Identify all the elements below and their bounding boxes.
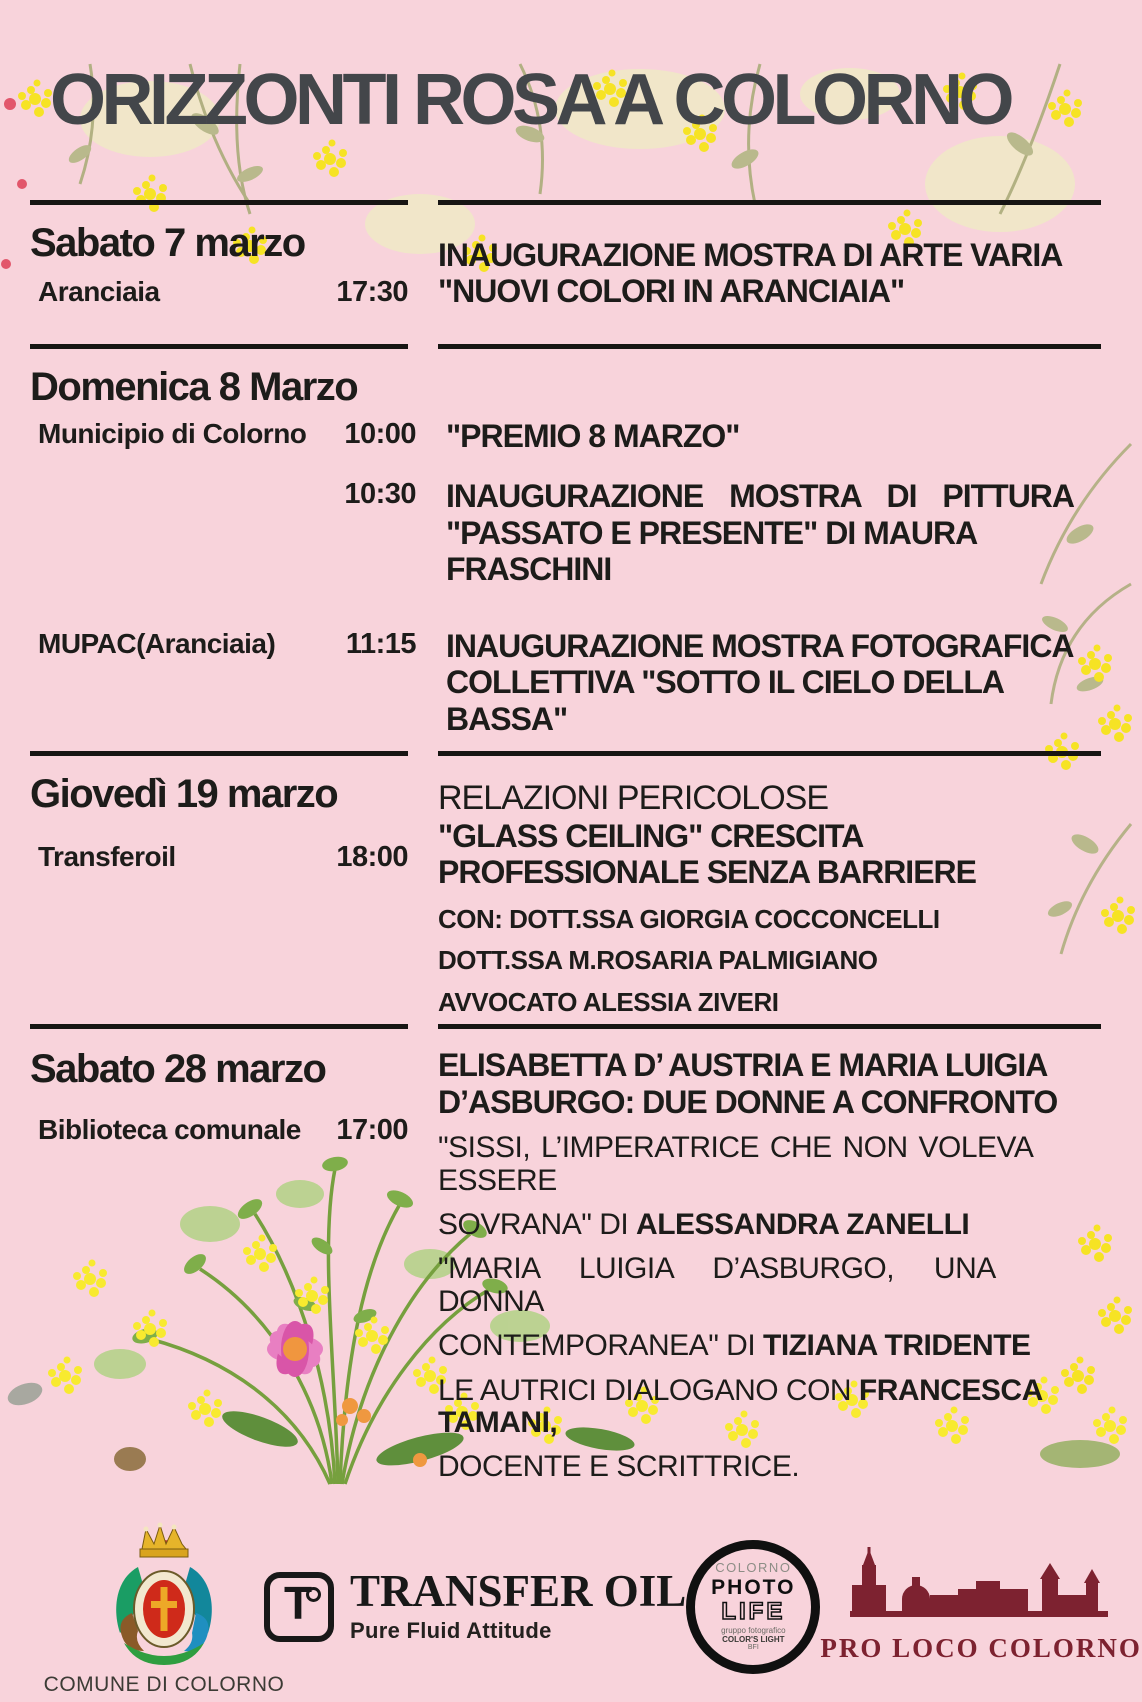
monogram-letter: T <box>284 1576 313 1629</box>
event-venue: Municipio di Colorno <box>38 417 307 449</box>
section-giovedi-19-marzo <box>30 756 1101 1018</box>
event-venue: Transferoil <box>38 841 176 873</box>
venue-time-row <box>30 1114 408 1147</box>
event-description-line: ELISABETTA D’ AUSTRIA E MARIA LUIGIA <box>438 1047 1048 1084</box>
poster-title: ORIZZONTI ROSA A COLORNO <box>50 60 1010 140</box>
book-title-line <box>438 1330 1101 1362</box>
section-sabato-28-marzo <box>30 1029 1101 1483</box>
closing-text: LE AUTRICI DIALOGANO CON <box>438 1373 859 1407</box>
event-venue: Biblioteca comunale <box>38 1114 301 1146</box>
event-venue: Aranciaia <box>38 276 160 307</box>
event-time: 17:30 <box>336 276 408 308</box>
event-time: 17:00 <box>336 1114 408 1147</box>
proloco-name: PRO LOCO COLORNO <box>820 1633 1142 1664</box>
event-pretitle: RELAZIONI PERICOLOSE <box>438 779 828 818</box>
event-time: 11:15 <box>345 627 416 660</box>
event-date: Domenica 8 Marzo <box>30 364 358 409</box>
event-description-line: INAUGURAZIONE MOSTRA FOTOGRAFICA <box>446 627 1074 664</box>
event-date: Sabato 7 marzo <box>30 221 305 265</box>
book-title-line <box>438 1209 1101 1241</box>
event-description-line: INAUGURAZIONE MOSTRA DI ARTE VARIA <box>438 237 1063 273</box>
venue-time-row <box>30 276 408 309</box>
event-row <box>30 418 1101 454</box>
event-date: Sabato 28 marzo <box>30 1047 326 1092</box>
closing-line <box>438 1375 1101 1440</box>
photolife-subtext: gruppo fotografico <box>721 1625 786 1635</box>
book-author: TIZIANA TRIDENTE <box>763 1329 1031 1363</box>
event-time: 18:00 <box>336 841 408 874</box>
event-description-line: "PREMIO 8 MARZO" <box>446 417 740 454</box>
book-author: ALESSANDRA ZANELLI <box>636 1207 970 1241</box>
event-date: Giovedì 19 marzo <box>30 772 338 817</box>
book-title-line: "MARIA LUIGIA D’ASBURGO, UNA DONNA <box>438 1252 995 1318</box>
event-description-line: "GLASS CEILING" CRESCITA <box>438 817 864 854</box>
photolife-colorno-text: COLORNO <box>715 1560 792 1576</box>
comune-di-colorno-logo <box>43 1517 285 1697</box>
colorno-photo-life-logo <box>686 1540 820 1674</box>
event-description-line: D’ASBURGO: DUE DONNE A CONFRONTO <box>438 1083 1058 1120</box>
degree-mark <box>306 1587 321 1602</box>
event-description-line: BASSA" <box>446 700 568 737</box>
closing-line: DOCENTE E SCRITTRICE. <box>438 1450 800 1484</box>
event-venue: MUPAC(Aranciaia) <box>38 627 276 659</box>
event-speaker: DOTT.SSA M.ROSARIA PALMIGIANO <box>438 945 878 976</box>
event-description-line: PROFESSIONALE SENZA BARRIERE <box>438 854 976 891</box>
book-title-continuation: CONTEMPORANEA" DI <box>438 1329 764 1363</box>
event-poster <box>0 60 1142 1696</box>
comune-crest-icon <box>104 1517 224 1667</box>
comune-caption: COMUNE DI COLORNO <box>43 1672 285 1696</box>
event-time: 10:00 <box>344 417 416 450</box>
transfer-oil-monogram-icon <box>264 1572 334 1642</box>
book-title-line: "SISSI, L’IMPERATRICE CHE NON VOLEVA ESSERE <box>438 1131 1032 1197</box>
poster-content <box>0 60 1142 1702</box>
photolife-life-text: LIFE <box>721 1597 786 1625</box>
event-row <box>30 478 1101 587</box>
section-domenica-8-marzo <box>30 349 1101 410</box>
section-sabato-7-marzo <box>30 205 1101 310</box>
photolife-subtext: COLOR'S LIGHT <box>722 1634 785 1644</box>
proloco-skyline-icon <box>846 1549 1116 1627</box>
event-description-line: INAUGURAZIONE MOSTRA DI PITTURA <box>446 478 1075 515</box>
book-title-continuation: SOVRANA" DI <box>438 1207 637 1241</box>
pro-loco-colorno-logo <box>820 1549 1142 1664</box>
event-speaker: CON: DOTT.SSA GIORGIA COCCONCELLI <box>438 903 940 934</box>
event-description-line: COLLETTIVA "SOTTO IL CIELO DELLA <box>446 664 1004 701</box>
transfer-oil-logo <box>264 1566 687 1644</box>
moderator-name: FRANCESCA TAMANI, <box>438 1373 1042 1439</box>
venue-time-row <box>30 841 408 874</box>
event-row <box>30 628 1101 737</box>
photolife-photo-text: PHOTO <box>711 1575 796 1599</box>
transfer-oil-name: TRANSFER OIL <box>350 1566 687 1617</box>
event-description-line: "NUOVI COLORI IN ARANCIAIA" <box>438 273 905 310</box>
photolife-subtext: BFI <box>747 1644 759 1652</box>
event-time: 10:30 <box>344 478 416 511</box>
event-description-line: "PASSATO E PRESENTE" DI MAURA FRASCHINI <box>446 514 976 588</box>
event-speaker: AVVOCATO ALESSIA ZIVERI <box>438 987 779 1018</box>
sponsor-logo-bar <box>43 1512 1142 1702</box>
transfer-oil-tagline: Pure Fluid Attitude <box>350 1618 552 1644</box>
